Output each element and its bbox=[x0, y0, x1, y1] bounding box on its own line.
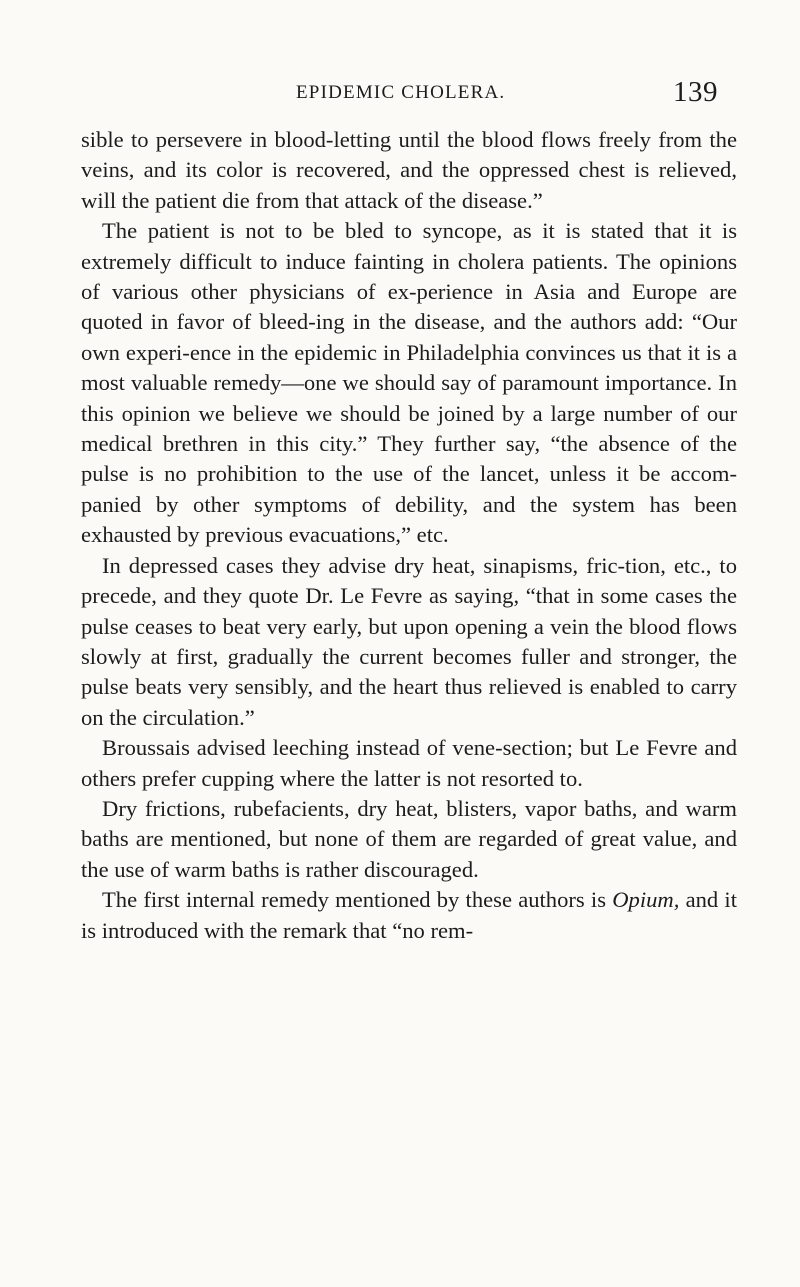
paragraph-6 bbox=[81, 885, 737, 946]
page-number: 139 bbox=[673, 76, 718, 108]
paragraph-2: The patient is not to be bled to syncope, as it is stated that it is extremely difficult to induce fainting in cholera patients. The opinions of various other physicians of ex-perience in Asia and Europe are quoted in favor of bleed-ing in the disease, and the authors add: “Our own experi-ence in the epidemic in Philadelphia convinces us that it is a most valuable remedy—one we should say of paramount importance. In this opinion we believe we should be joined by a large number of our medical brethren in this city.” They further say, “the absence of the pulse is no prohibition to the use of the lancet, unless it be accom-panied by other symptoms of debility, and the system has been exhausted by previous evacuations,” etc. bbox=[81, 218, 737, 548]
paragraph-1: sible to persevere in blood-letting until the blood flows freely from the veins, and its color is recovered, and the oppressed chest is relieved, will the patient die from that attack of the disease.” bbox=[81, 127, 737, 213]
running-title: EPIDEMIC CHOLERA. bbox=[296, 82, 506, 103]
running-head bbox=[0, 76, 800, 110]
body-text bbox=[81, 125, 737, 946]
paragraph-5: Dry frictions, rubefacients, dry heat, blisters, vapor baths, and warm baths are mentioned, but none of them are regarded of great value, and the use of warm baths is rather discouraged. bbox=[81, 795, 737, 882]
paragraph-4: Broussais advised leeching instead of vene-section; but Le Fevre and others prefer cupping where the latter is not resorted to. bbox=[81, 735, 737, 791]
paragraph-6-tail: and it is introduced with the remark that “no rem- bbox=[81, 887, 737, 943]
paragraph-6-lead: The first internal remedy mentioned by these authors is bbox=[102, 887, 606, 913]
paragraph-3: In depressed cases they advise dry heat, sinapisms, fric-tion, etc., to precede, and they quote Dr. Le Fevre as saying, “that in some cases the pulse ceases to beat very early, but upon opening a vein the blood flows slowly at first, gradually the current becomes fuller and stronger, the pulse beats very sensibly, and the heart thus relieved is enabled to carry on the circulation.” bbox=[81, 552, 737, 730]
opium-term: Opium, bbox=[612, 887, 680, 913]
